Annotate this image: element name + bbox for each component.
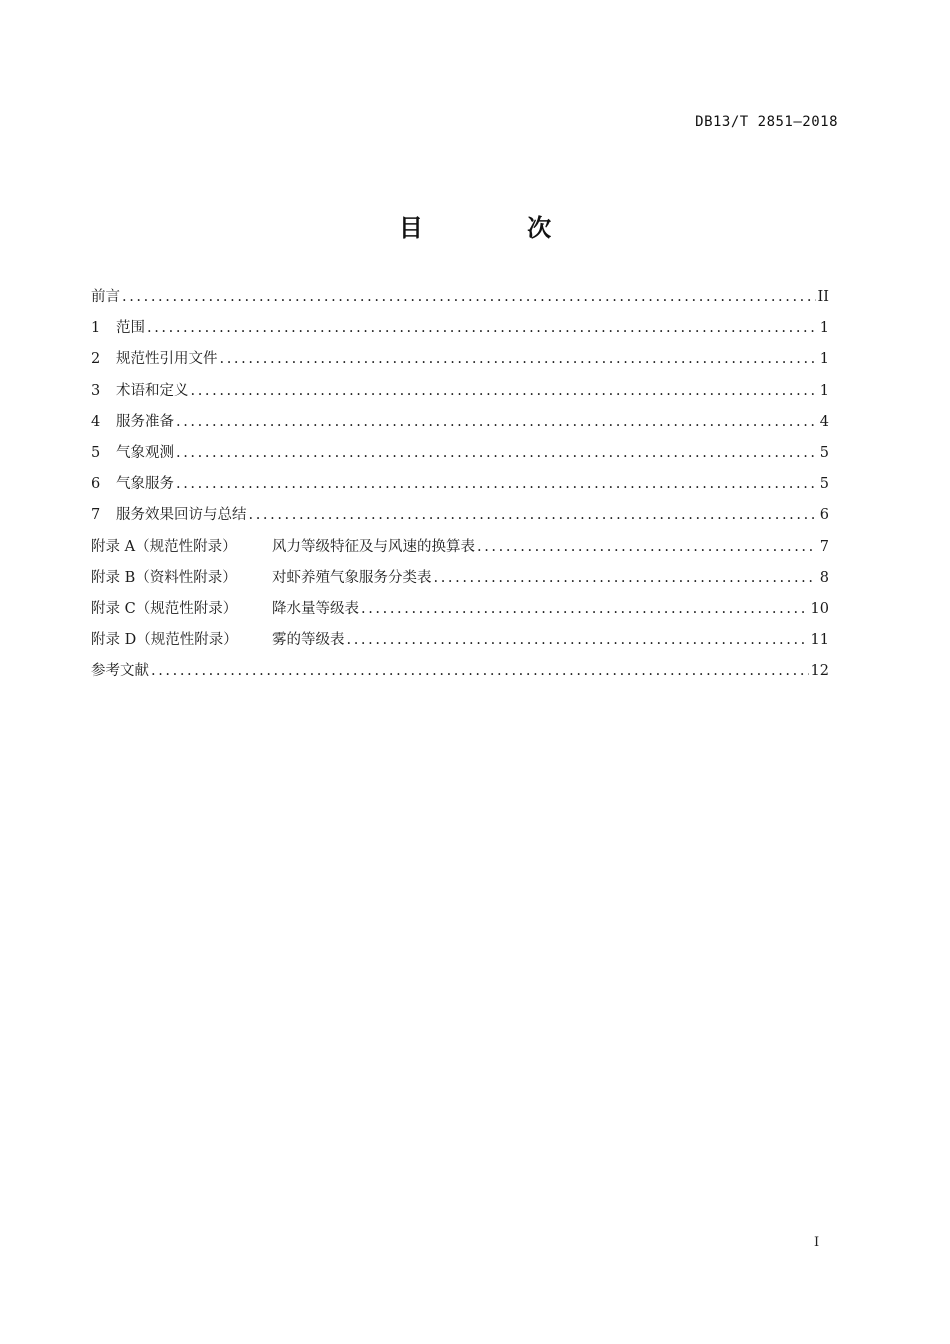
toc-entry[interactable] [91,567,829,598]
toc-section-number: 7 [91,507,101,524]
toc-page-number: 1 [819,320,829,337]
toc-entry[interactable] [91,660,829,691]
toc-page-number: 8 [819,569,829,586]
toc-page-number: 1 [819,382,829,399]
toc-entry[interactable] [91,598,829,629]
toc-entry[interactable] [91,473,829,504]
toc-title: 目 次 [398,214,600,242]
toc-page-number: II [817,289,829,305]
toc-annex-tag: 附录 C（规范性附录） [91,600,238,617]
toc-entry[interactable] [91,411,829,442]
toc-page-number: 4 [819,413,829,430]
toc-label: 范围 [116,320,145,337]
toc-page-number: 5 [819,444,829,461]
toc-label: 风力等级特征及与风速的换算表 [272,538,475,555]
toc-leader-dots [151,660,809,682]
toc-annex-tag: 附录 D（规范性附录） [91,632,238,649]
toc-entry[interactable] [91,536,829,567]
toc-label: 气象观测 [116,444,174,461]
toc-leader-dots [361,598,809,620]
toc-annex-tag: 附录 A（规范性附录） [91,538,237,555]
toc-label: 前言 [91,289,120,305]
toc-entry[interactable] [91,348,829,379]
toc-label: 术语和定义 [116,382,189,399]
toc-page-number: 6 [819,507,829,524]
toc-leader-dots [249,504,818,526]
toc-entry[interactable] [91,442,829,473]
toc-leader-dots [176,442,817,464]
toc-section-number: 4 [91,413,101,430]
toc-entry[interactable] [91,286,829,317]
toc-leader-dots [176,411,817,433]
toc-label: 参考文献 [91,663,149,680]
toc-label: 规范性引用文件 [116,351,218,368]
toc-page-number: 10 [810,600,829,617]
toc-page-number: 11 [810,632,829,649]
toc-leader-dots [191,380,818,402]
toc-section-number: 6 [91,476,101,493]
toc-page-number: 1 [819,351,829,368]
toc-label: 降水量等级表 [272,600,359,617]
toc-leader-dots [220,348,818,370]
toc-leader-dots [477,536,817,558]
page-number: I [814,1235,820,1250]
toc-entry[interactable] [91,504,829,535]
toc-page-number: 5 [819,476,829,493]
toc-leader-dots [434,567,818,589]
toc-section-number: 2 [91,351,101,368]
toc-label: 雾的等级表 [272,632,345,649]
toc-label: 对虾养殖气象服务分类表 [272,569,432,586]
toc-label: 服务准备 [116,413,174,430]
standard-code: DB13/T 2851—2018 [695,114,838,130]
toc-leader-dots [122,286,816,308]
toc-section-number: 1 [91,320,101,337]
toc-page-number: 12 [810,663,829,680]
toc-label: 服务效果回访与总结 [116,507,247,524]
table-of-contents [91,286,829,691]
toc-section-number: 5 [91,444,101,461]
toc-section-number: 3 [91,382,101,399]
toc-entry[interactable] [91,380,829,411]
toc-leader-dots [147,317,817,339]
toc-leader-dots [347,629,809,651]
toc-entry[interactable] [91,317,829,348]
toc-leader-dots [176,473,817,495]
toc-entry[interactable] [91,629,829,660]
toc-label: 气象服务 [116,476,174,493]
toc-annex-tag: 附录 B（资料性附录） [91,569,237,586]
toc-page-number: 7 [819,538,829,555]
